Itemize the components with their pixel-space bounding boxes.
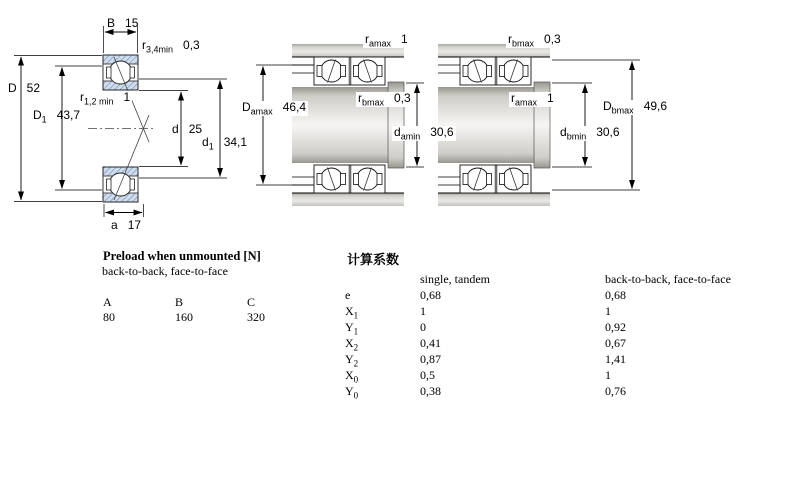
dim-label-D: D 52 (8, 81, 41, 95)
preload-title: Preload when unmounted [N] (103, 249, 261, 263)
dim-label-r12min: $r_{1,2 min}$ 1 (80, 90, 131, 107)
dim-label-ramax-a: $r_{amax}$ 1 (365, 32, 408, 49)
preload-subtitle: back-to-back, face-to-face (102, 264, 228, 278)
dim-label-a: a 17 (111, 218, 142, 232)
dim-label-B: B 15 (107, 16, 139, 30)
factors-title: 计算系数 (347, 252, 400, 267)
dim-label-damin: $d_{amin}$ 30,6 (394, 125, 454, 142)
dim-label-rbmax-b: $r_{bmax}$ 0,3 (508, 32, 561, 49)
dim-label-Dbmax: $D_{bmax}$ 49,6 (603, 99, 668, 116)
housing-bottom (438, 193, 550, 206)
dim-label-ramax-b: $r_{amax}$ 1 (511, 91, 554, 108)
dim-label-d1: $d_1$ 34,1 (202, 135, 248, 152)
housing-bottom (292, 193, 404, 206)
dim-label-d: d 25 (172, 122, 203, 136)
bearing-datasheet-page: B 15 $r_{3,4min}$ 0,3 D 52 $D_1$ 43,7 $r_{1,2 min}$ 1 d 25 $d_1$ 34,1 a 17 $r_{amax}$ 1 $D_{amax}$ 46,4 $r_{bmax}$ 0,3 $d_{amin}$ 30,6 $r_{bmax}$ 0,3 $r_{amax}$ 1 $D_{bmax}$ 49,6 $d_{bmin}$ 30,6 Preload when unmounted [N] back-to-back, face-to-face A B C 80 160 320 计算系数 single, tandem back-to-back, face-to-face e 0,68 0,68 $X_1$ 1 1 $Y_1$ 0 0,92 $X_2$ 0,41 0,67 $Y_2$ 0,87 1,41 $X_0$ 0,5 1 $Y_0$ 0,38 0,76 (0, 0, 800, 500)
dim-label-rbmax-a: $r_{bmax}$ 0,3 (358, 91, 411, 108)
dim-label-dbmin: $d_{bmin}$ 30,6 (560, 125, 620, 142)
dim-label-D1: $D_1$ 43,7 (33, 108, 81, 125)
dim-label-Damax: $D_{amax}$ 46,4 (242, 100, 307, 117)
dim-label-r34min: $r_{3,4min}$ 0,3 (142, 38, 200, 55)
